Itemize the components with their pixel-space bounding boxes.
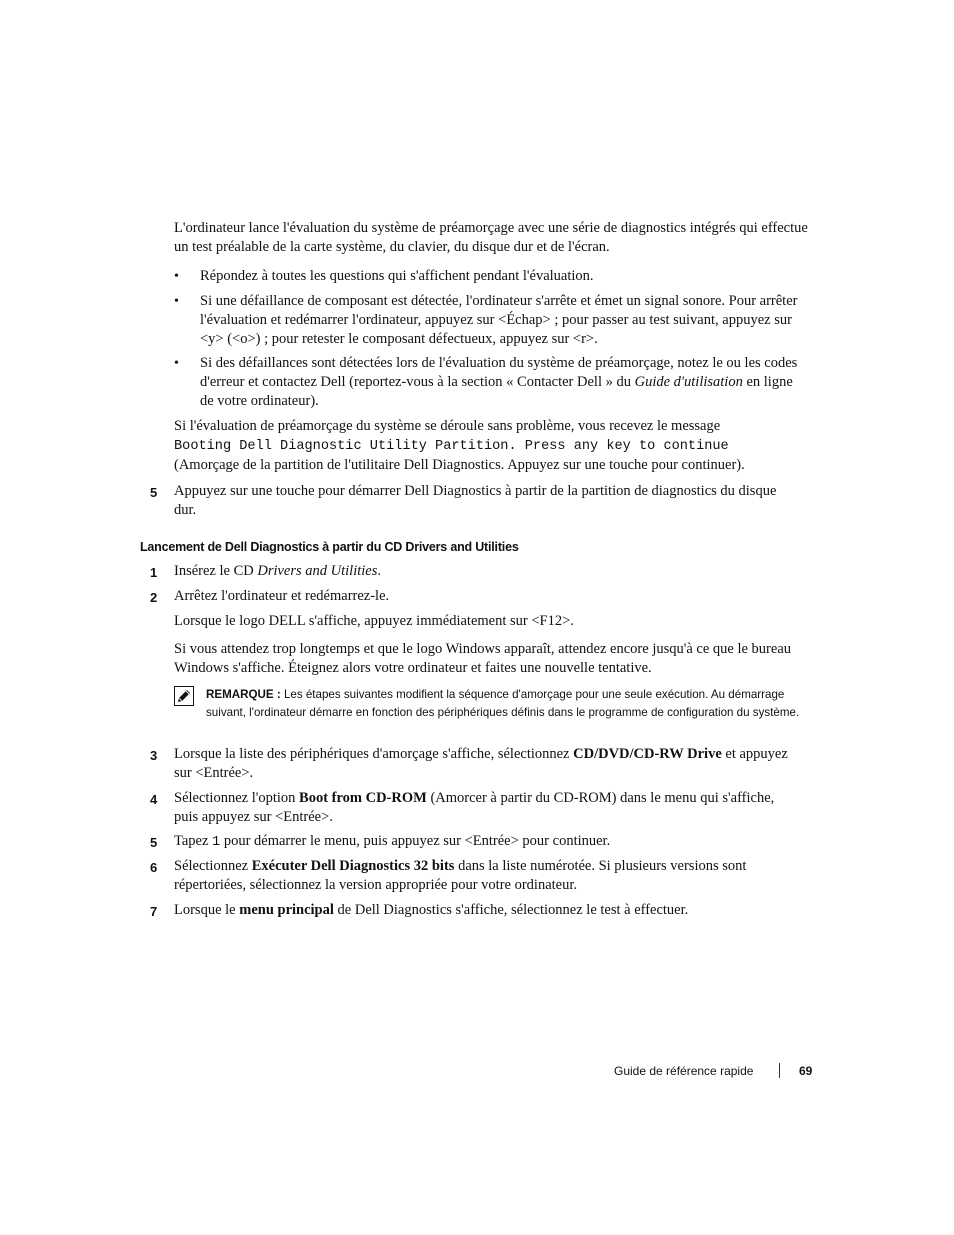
step-text: Appuyez sur une touche pour démarrer Dell Diagnostics à partir de la partition de diagnostics du disque dur. [174, 483, 777, 518]
boot-message-paragraph [174, 417, 824, 475]
step-number: 2 [150, 590, 158, 605]
step-number: 1 [150, 565, 158, 580]
step-text: Lorsque la liste des périphériques d'amorçage s'affiche, sélectionnez CD/DVD/CD-RW Drive et appuyez sur <Entrée>. [174, 746, 788, 781]
footer-separator [779, 1063, 780, 1078]
boot-message-lead: Si l'évaluation de préamorçage du système se déroule sans problème, vous recevez le message [174, 418, 721, 434]
bullet-item: Si une défaillance de composant est détectée, l'ordinateur s'arrête et émet un signal sonore. Pour arrêter l'évaluation et redémarrer l'ordinateur, appuyez sur <Échap> ; pour passer au test suivant, appuyez sur <y> (<o>) ; pour retester le composant défectueux, appuyez sur <r>. [200, 293, 798, 347]
note-lead: REMARQUE : [206, 688, 284, 701]
step-text: Tapez 1 pour démarrer le menu, puis appuyez sur <Entrée> pour continuer. [174, 833, 611, 850]
page-number: 69 [799, 1064, 813, 1078]
note-text: REMARQUE : Les étapes suivantes modifient la séquence d'amorçage pour une seule exécution. Au démarrage suivant, l'ordinateur démarre en fonction des périphériques définis dans le programme de configuration du système. [206, 688, 800, 719]
section-heading: Lancement de Dell Diagnostics à partir du CD Drivers and Utilities [140, 540, 519, 554]
step-text: Sélectionnez l'option Boot from CD-ROM (Amorcer à partir du CD-ROM) dans le menu qui s'affiche, puis appuyez sur <Entrée>. [174, 790, 775, 825]
step-number: 5 [150, 835, 158, 850]
boot-message-code: Booting Dell Diagnostic Utility Partition. Press any key to continue [174, 439, 729, 454]
step-text: Sélectionnez Exécuter Dell Diagnostics 32 bits dans la liste numérotée. Si plusieurs versions sont répertoriées, sélectionnez la version appropriée pour votre ordinateur. [174, 858, 747, 893]
boot-message-translation: (Amorçage de la partition de l'utilitaire Dell Diagnostics. Appuyez sur une touche pour continuer). [174, 457, 745, 473]
intro-paragraph: L'ordinateur lance l'évaluation du système de préamorçage avec une série de diagnostics intégrés qui effectue un test préalable de la carte système, du clavier, du disque dur et de l'écran. [174, 220, 808, 255]
step-detail: Lorsque le logo DELL s'affiche, appuyez immédiatement sur <F12>. [174, 613, 574, 629]
bullet-item: Si des défaillances sont détectées lors de l'évaluation du système de préamorçage, notez le ou les codes d'erreur et contactez Dell (reportez-vous à la section « Contacter Dell » du Guide d'utilisation en ligne de votre ordinateur). [200, 355, 798, 409]
step-text: Lorsque le menu principal de Dell Diagnostics s'affiche, sélectionnez le test à effectuer. [174, 902, 689, 918]
bullet-marker: • [174, 269, 179, 284]
step-text: Arrêtez l'ordinateur et redémarrez-le. [174, 588, 390, 604]
bullet-marker: • [174, 356, 179, 371]
bullet-item: Répondez à toutes les questions qui s'affichent pendant l'évaluation. [200, 268, 594, 284]
step-number: 3 [150, 748, 158, 763]
step-number: 4 [150, 792, 158, 807]
footer-title: Guide de référence rapide [614, 1064, 754, 1078]
step-number: 6 [150, 860, 158, 875]
bullet-marker: • [174, 294, 179, 309]
step-detail: Si vous attendez trop longtemps et que le logo Windows apparaît, attendez encore jusqu'à ce que le bureau Windows s'affiche. Éteignez alors votre ordinateur et faites une nouvelle tentative. [174, 641, 792, 676]
note-pencil-icon [174, 686, 194, 706]
step-number: 5 [150, 485, 158, 500]
step-number: 7 [150, 904, 158, 919]
step-text: Insérez le CD Drivers and Utilities. [174, 563, 381, 579]
